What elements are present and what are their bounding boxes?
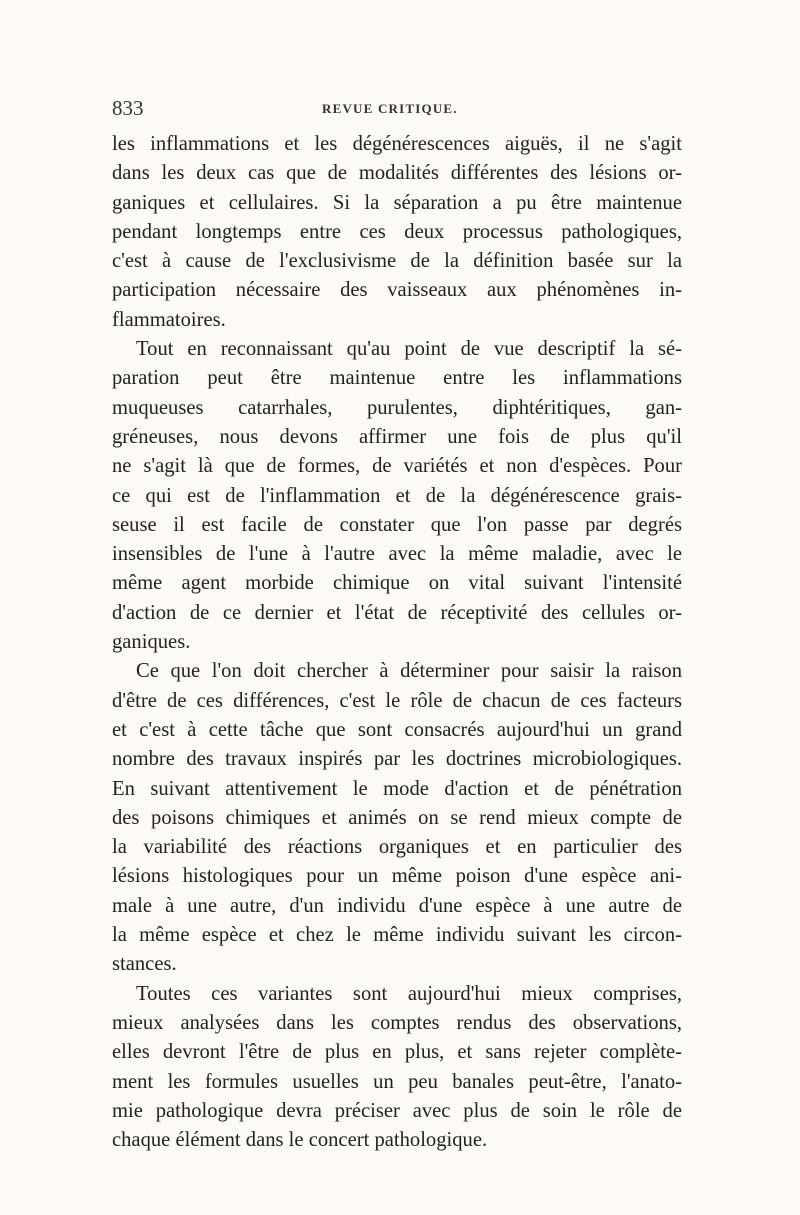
page-number: 833	[112, 96, 144, 120]
text-line: et c'est à cette tâche que sont consacrés aujourd'hui un grand	[112, 718, 682, 741]
text-line: les inflammations et les dégénérescences aiguës, il ne s'agit	[112, 133, 682, 155]
text-line: muqueuses catarrhales, purulentes, diphtéritiques, gan-	[112, 396, 682, 419]
text-line: d'être de ces différences, c'est le rôle de chacun de ces facteurs	[112, 689, 682, 712]
text-line: elles devront l'être de plus en plus, et sans rejeter complète-	[112, 1041, 682, 1064]
text-line: lésions histologiques pour un même poison d'une espèce ani-	[112, 865, 682, 888]
text-line: d'action de ce dernier et l'état de réceptivité des cellules or-	[112, 601, 682, 624]
text-line: participation nécessaire des vaisseaux aux phénomènes in-	[112, 279, 682, 302]
text-line: mie pathologique devra préciser avec plus de soin le rôle de	[112, 1099, 682, 1122]
paragraph-3	[112, 657, 682, 979]
text-line: seuse il est facile de constater que l'on passe par degrés	[112, 513, 682, 536]
text-line: dans les deux cas que de modalités différentes des lésions or-	[112, 162, 682, 185]
paragraph-4	[112, 980, 682, 1156]
text-line: pendant longtemps entre ces deux processus pathologiques,	[112, 220, 682, 243]
paragraph-1	[112, 130, 682, 335]
text-line: flammatoires.	[112, 308, 226, 331]
text-line: insensibles de l'une à l'autre avec la même maladie, avec le	[112, 543, 682, 566]
running-head: REVUE CRITIQUE.	[322, 101, 458, 116]
text-line: ment les formules usuelles un peu banales peut-être, l'anato-	[112, 1070, 682, 1093]
text-line: male à une autre, d'un individu d'une espèce à une autre de	[112, 894, 682, 917]
text-line: chaque élément dans le concert pathologique.	[112, 1129, 488, 1152]
body-text	[112, 130, 682, 1155]
text-line: nombre des travaux inspirés par les doctrines microbiologiques.	[112, 748, 682, 771]
text-line: la même espèce et chez le même individu suivant les circon-	[112, 924, 682, 947]
text-line: des poisons chimiques et animés on se rend mieux compte de	[112, 806, 682, 829]
text-line: paration peut être maintenue entre les inflammations	[112, 367, 682, 390]
text-line: ganiques et cellulaires. Si la séparation a pu être maintenue	[112, 191, 682, 214]
text-line: Ce que l'on doit chercher à déterminer pour saisir la raison	[136, 660, 682, 683]
text-line: ganiques.	[112, 631, 191, 654]
text-line: gréneuses, nous devons affirmer une fois de plus qu'il	[112, 425, 682, 448]
paragraph-2	[112, 335, 682, 657]
text-line: En suivant attentivement le mode d'action et de pénétration	[112, 777, 682, 800]
text-line: mieux analysées dans les comptes rendus des observations,	[112, 1011, 682, 1034]
text-line: la variabilité des réactions organiques et en particulier des	[112, 836, 682, 859]
text-line: stances.	[112, 953, 177, 976]
page-header	[112, 96, 682, 124]
text-line: ce qui est de l'inflammation et de la dégénérescence grais-	[112, 484, 682, 507]
text-line: Tout en reconnaissant qu'au point de vue descriptif la sé-	[136, 338, 682, 361]
text-line: même agent morbide chimique on vital suivant l'intensité	[112, 572, 682, 595]
text-line: Toutes ces variantes sont aujourd'hui mieux comprises,	[136, 982, 682, 1005]
text-line: c'est à cause de l'exclusivisme de la définition basée sur la	[112, 250, 682, 273]
text-line: ne s'agit là que de formes, de variétés et non d'espèces. Pour	[112, 455, 682, 478]
